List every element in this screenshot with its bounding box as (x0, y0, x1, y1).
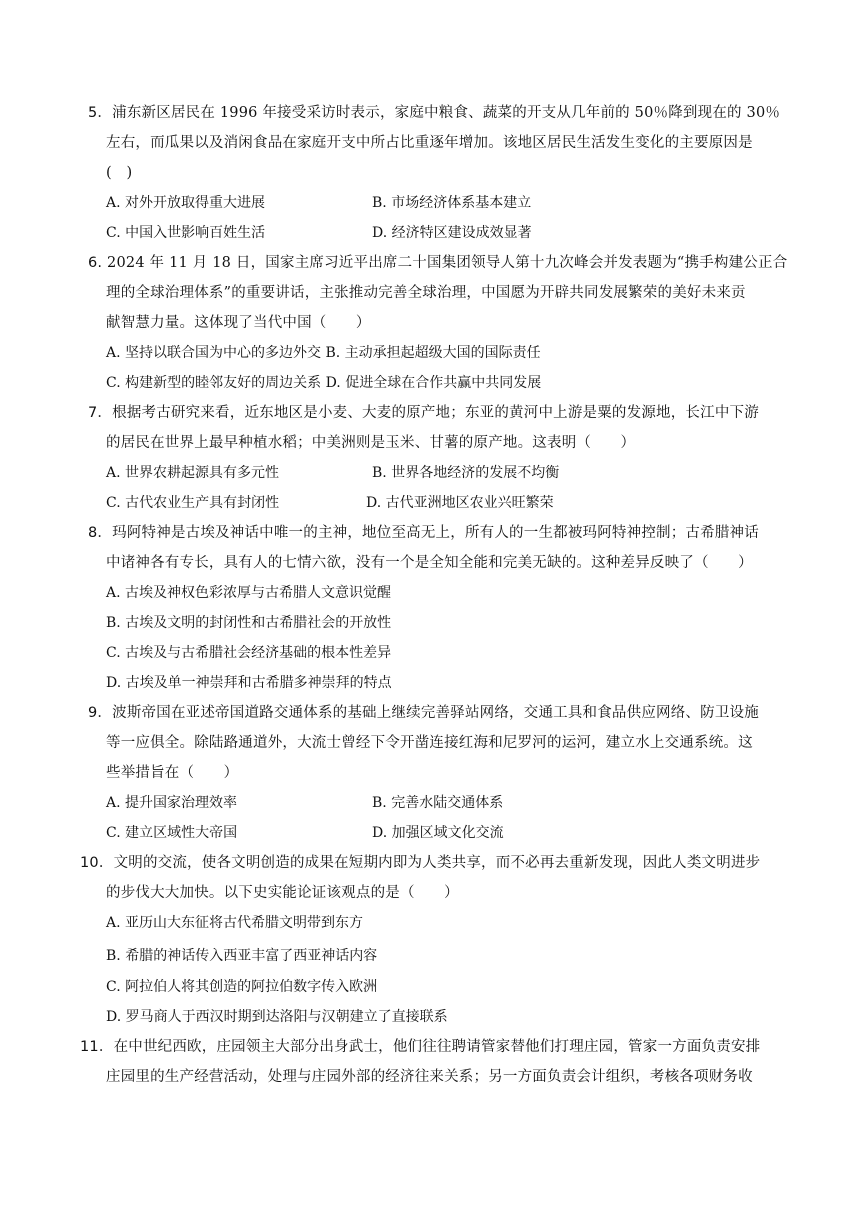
option-d: D. 加强区域文化交流 (372, 825, 504, 841)
option-c: C. 中国入世影响百姓生活 (106, 225, 266, 241)
option-d: D. 促进全球在合作共赢中共同发展 (325, 375, 542, 391)
option-b: B. 古埃及文明的封闭性和古希腊社会的开放性 (106, 615, 392, 631)
question-number: 8．玛阿特神是古埃及神话中唯一的主神，地位至高无上，所有人的一生都被玛阿特神控制；古希腊神话 (88, 525, 759, 541)
option-c: C. 古代农业生产具有封闭性 (106, 495, 280, 511)
option-d: D. 古埃及单一神崇拜和古希腊多神崇拜的特点 (106, 675, 392, 691)
option-b: B. 主动承担起超级大国的国际责任 (325, 345, 541, 361)
option-d: D. 经济特区建设成效显著 (372, 225, 532, 241)
option-b: B. 希腊的神话传入西亚丰富了西亚神话内容 (106, 948, 378, 964)
option-a: A. 亚历山大东征将古代希腊文明带到东方 (106, 915, 364, 931)
option-a: A. 对外开放取得重大进展 (106, 195, 266, 211)
option-a: A. 坚持以联合国为中心的多边外交 (106, 345, 322, 361)
question-text-line: 的居民在世界上最早种植水稻；中美洲则是玉米、甘薯的原产地。这表明（ ） (106, 435, 636, 451)
question-text-line: 玛阿特神是古埃及神话中唯一的主神，地位至高无上，所有人的一生都被玛阿特神控制；古希腊神话 (112, 525, 759, 541)
option-b: B. 完善水陆交通体系 (372, 795, 504, 811)
question-number: 9．波斯帝国在亚述帝国道路交通体系的基础上继续完善驿站网络，交通工具和食品供应网络、防卫设施 (88, 705, 759, 721)
option-b: B. 市场经济体系基本建立 (372, 195, 532, 211)
question-number: 5．浦东新区居民在 1996 年接受采访时表示，家庭中粮食、蔬菜的开支从几年前的 50％降到现在的 30％ (88, 105, 781, 121)
question-text-line: 等一应俱全。除陆路通道外，大流士曾经下令开凿连接红海和尼罗河的运河，建立水上交通系统。这 (106, 735, 753, 751)
option-b: B. 世界各地经济的发展不均衡 (372, 465, 560, 481)
question-text-line: 庄园里的生产经营活动，处理与庄园外部的经济往来关系；另一方面负责会计组织，考核各项财务收 (106, 1069, 753, 1085)
question-text-line: 浦东新区居民在 1996 年接受采访时表示，家庭中粮食、蔬菜的开支从几年前的 50％降到现在的 30％ (112, 105, 781, 121)
question-number: 6. 2024 年 11 月 18 日，国家主席习近平出席二十国集团领导人第十九次峰会并发表题为“携手构建公正合 (88, 255, 788, 271)
option-a: A. 古埃及神权色彩浓厚与古希腊人文意识觉醒 (106, 585, 392, 601)
question-text-line: 左右，而瓜果以及消闲食品在家庭开支中所占比重逐年增加。该地区居民生活发生变化的主要原因是 (106, 135, 753, 151)
question-text-line: 些举措旨在（ ） (106, 765, 239, 781)
option-c: C. 建立区域性大帝国 (106, 825, 238, 841)
question-number: 7．根据考古研究来看，近东地区是小麦、大麦的原产地；东亚的黄河中上游是粟的发源地，长江中下游 (88, 405, 759, 421)
question-text-line: 理的全球治理体系”的重要讲话，主张推动完善全球治理，中国愿为开辟共同发展繁荣的美好未来贡 (106, 285, 746, 301)
question-text-line: 根据考古研究来看，近东地区是小麦、大麦的原产地；东亚的黄河中上游是粟的发源地，长江中下游 (112, 405, 759, 421)
question-text-line: 中诸神各有专长，具有人的七情六欲，没有一个是全知全能和完美无缺的。这种差异反映了（ ） (106, 555, 753, 571)
option-c: C. 阿拉伯人将其创造的阿拉伯数字传入欧洲 (106, 979, 378, 995)
question-text-line: 文明的交流，使各文明创造的成果在短期内即为人类共享，而不必再去重新发现，因此人类文明进步 (113, 855, 761, 871)
option-d: D. 古代亚洲地区农业兴旺繁荣 (366, 495, 554, 511)
question-text-line: 2024 年 11 月 18 日，国家主席习近平出席二十国集团领导人第十九次峰会并发表题为“携手构建公正合 (107, 255, 788, 271)
question-text-line: 的步伐大大加快。以下史实能论证该观点的是（ ） (106, 885, 459, 901)
option-a: A. 世界农耕起源具有多元性 (106, 465, 280, 481)
question-number: 10．文明的交流，使各文明创造的成果在短期内即为人类共享，而不必再去重新发现，因此人类文明进步 (80, 855, 761, 871)
question-text-line: 献智慧力量。这体现了当代中国（ ） (106, 315, 371, 331)
question-text-line: ( ) (106, 165, 133, 181)
option-c: C. 古埃及与古希腊社会经济基础的根本性差异 (106, 645, 392, 661)
option-c: C. 构建新型的睦邻友好的周边关系 (106, 375, 322, 391)
question-text-line: 在中世纪西欧，庄园领主大部分出身武士，他们往往聘请管家替他们打理庄园，管家一方面负责安排 (113, 1039, 761, 1055)
question-number: 11．在中世纪西欧，庄园领主大部分出身武士，他们往往聘请管家替他们打理庄园，管家一方面负责安排 (80, 1039, 761, 1055)
option-a: A. 提升国家治理效率 (106, 795, 238, 811)
question-text-line: 波斯帝国在亚述帝国道路交通体系的基础上继续完善驿站网络，交通工具和食品供应网络、防卫设施 (112, 705, 759, 721)
option-d: D. 罗马商人于西汉时期到达洛阳与汉朝建立了直接联系 (106, 1009, 448, 1025)
